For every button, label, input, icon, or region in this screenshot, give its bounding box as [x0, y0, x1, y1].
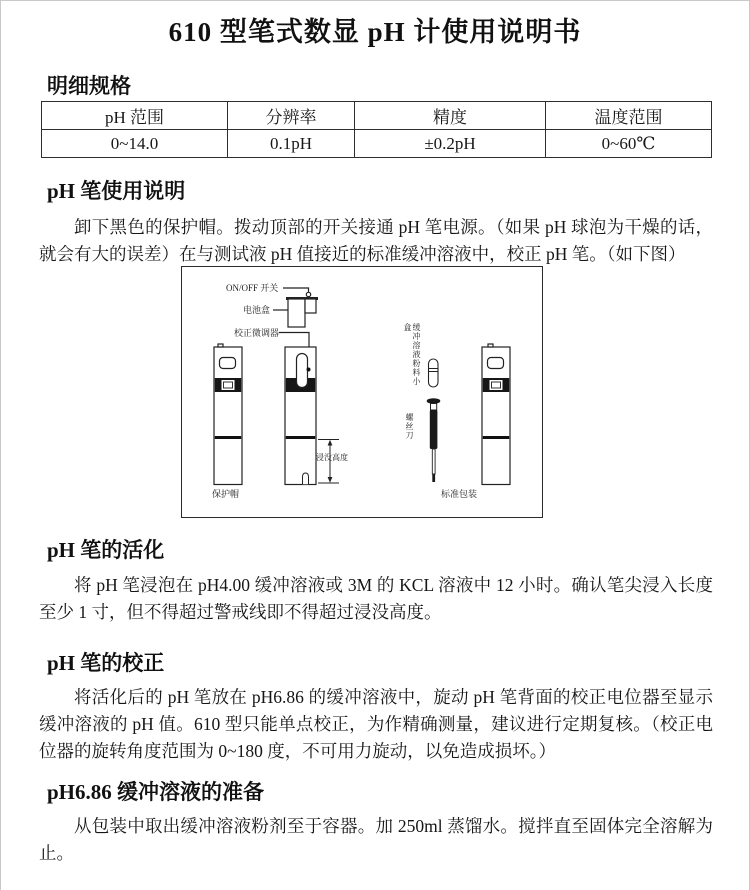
pen-diagram-figure — [181, 266, 543, 518]
label-screwdriver: 螺丝刀 — [405, 413, 414, 440]
specs-val-temp-range: 0~60℃ — [546, 130, 712, 158]
specs-val-resolution: 0.1pH — [228, 130, 355, 158]
specs-table-header-row — [42, 102, 712, 130]
paragraph-usage: 卸下黑色的保护帽。拨动顶部的开关接通 pH 笔电源。（如果 pH 球泡为干燥的话，就会有大的误差）在与测试液 pH 值接近的标准缓冲溶液中，校正 pH 笔。（如下图） — [39, 217, 713, 264]
trimmer-screw — [307, 368, 311, 372]
section-heading-activation: pH 笔的活化 — [47, 538, 165, 562]
left-pen — [214, 344, 242, 485]
on-off-switch-knob — [306, 292, 310, 296]
specs-col-resolution: 分辨率 — [228, 102, 355, 130]
specs-col-temp-range: 温度范围 — [546, 102, 712, 130]
paragraph-buffer-prep: 从包装中取出缓冲溶液粉剂至于容器。加 250ml 蒸馏水。搅拌直至固体完全溶解为止。 — [39, 816, 713, 863]
section-heading-buffer-prep: pH6.86 缓冲溶液的准备 — [47, 780, 265, 804]
specs-table-value-row — [42, 130, 712, 158]
specs-table — [41, 101, 712, 158]
pen-diagram-art — [182, 267, 542, 517]
battery-box-assembly — [286, 292, 318, 327]
screwdriver-art — [427, 398, 441, 482]
specs-val-accuracy: ±0.2pH — [355, 130, 546, 158]
label-buffer-powder-box: 缓冲溶液粉料小盒 — [403, 323, 421, 386]
specs-val-ph-range: 0~14.0 — [42, 130, 228, 158]
label-on-off-switch: ON/OFF 开关 — [226, 283, 279, 293]
right-pen — [482, 344, 510, 485]
label-battery-box: 电池盒 — [243, 305, 271, 315]
paragraph-activation: 将 pH 笔浸泡在 pH4.00 缓冲溶液或 3M 的 KCL 溶液中 12 小时。确认笔尖浸入长度至少 1 寸，但不得超过警戒线即不得超过浸没高度。 — [39, 575, 713, 622]
label-immersion-height: 浸没高度 — [316, 453, 348, 462]
page-title: 610 型笔式数显 pH 计使用说明书 — [168, 17, 582, 47]
label-calibration-trimmer: 校正微调器 — [234, 327, 280, 338]
trimmer-slot — [297, 354, 308, 388]
battery-compartment — [288, 299, 305, 327]
section-heading-usage: pH 笔使用说明 — [47, 179, 186, 203]
specs-col-ph-range: pH 范围 — [42, 102, 228, 130]
section-heading-calibration: pH 笔的校正 — [47, 651, 165, 675]
label-protective-cap: 保护帽 — [212, 489, 240, 499]
leader-on-off — [283, 288, 309, 292]
sensor-notch — [303, 473, 309, 484]
buffer-powder-capsule — [429, 359, 439, 387]
specs-col-accuracy: 精度 — [355, 102, 546, 130]
label-standard-package: 标准包装 — [441, 489, 478, 499]
middle-pen — [285, 347, 316, 485]
paragraph-calibration: 将活化后的 pH 笔放在 pH6.86 的缓冲溶液中，旋动 pH 笔背面的校正电位器至显示缓冲溶液的 pH 值。610 型只能单点校正，为作精确测量，建议进行定期复核。（校正电位器的旋转角度范围为 0~180 度，不可用力旋动，以免造成损坏。） — [39, 687, 713, 761]
specs-heading: 明细规格 — [47, 74, 131, 98]
